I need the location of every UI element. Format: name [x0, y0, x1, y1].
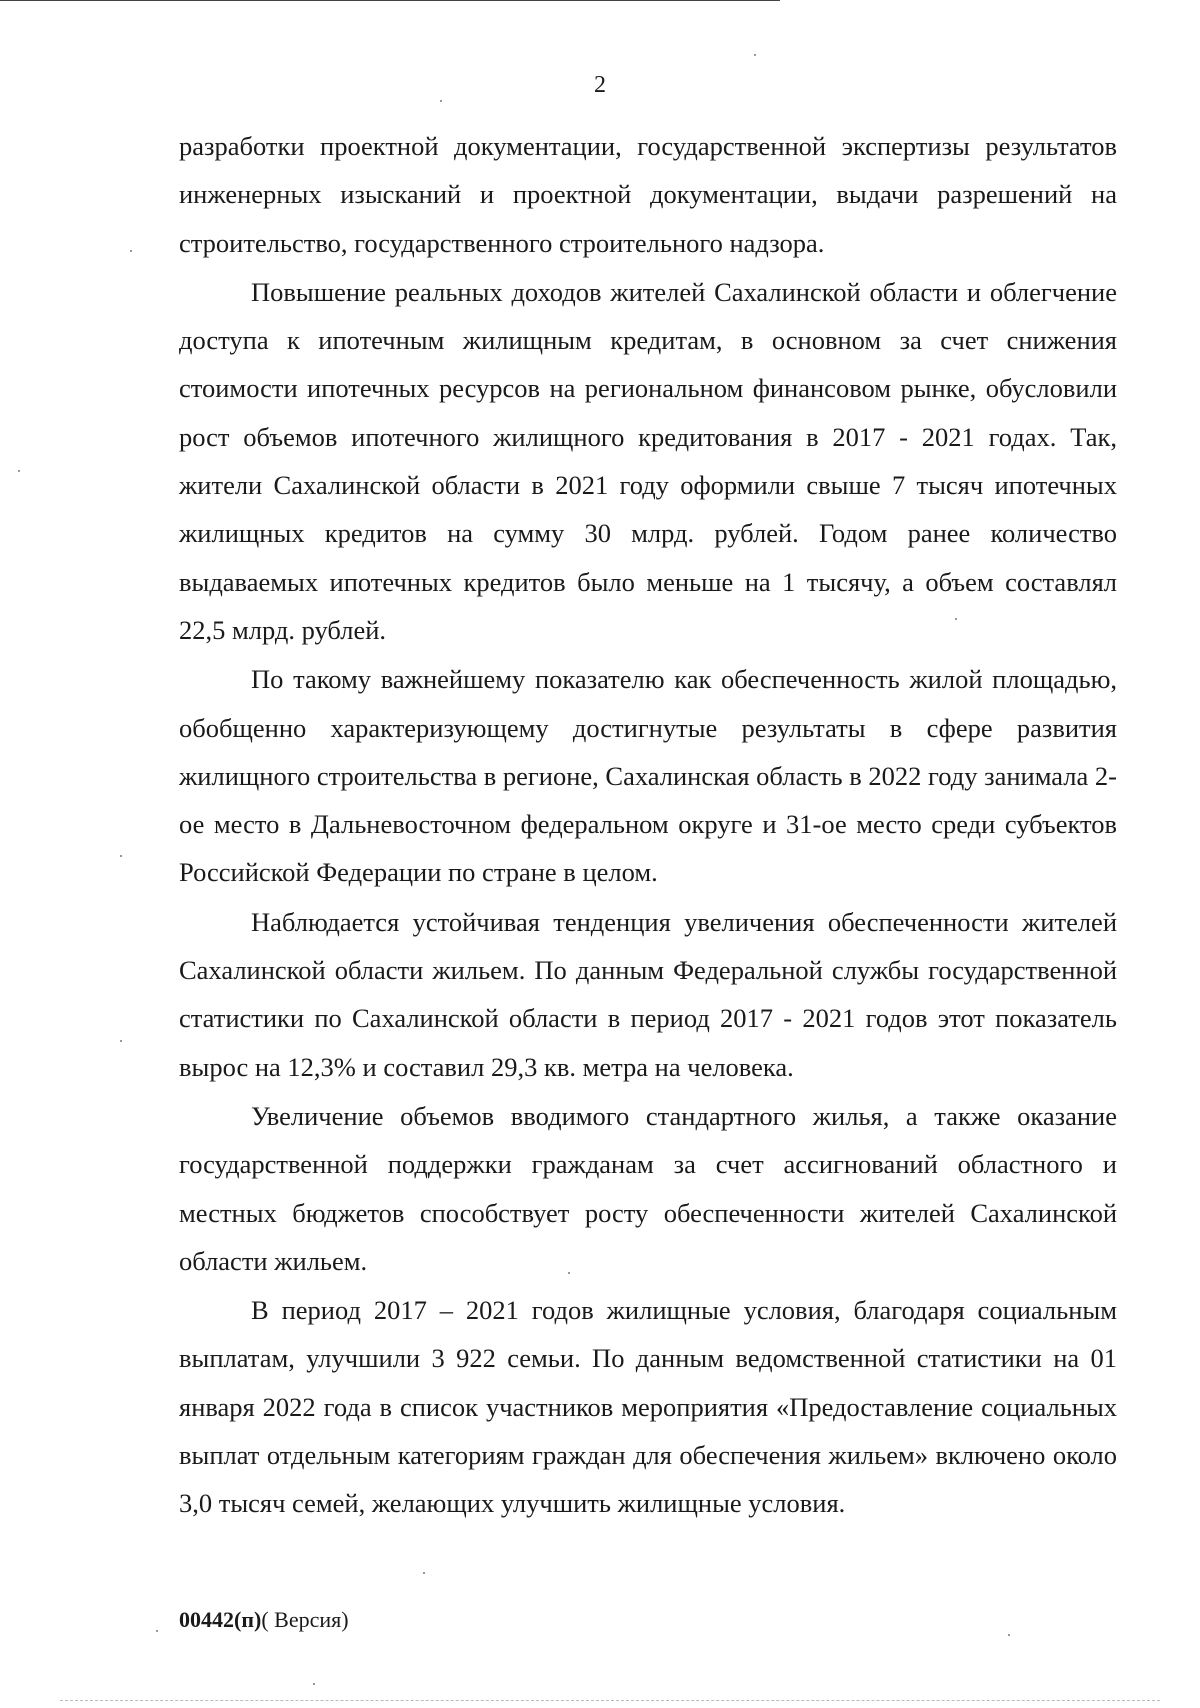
scan-speck [313, 1683, 315, 1685]
scan-speck [423, 1572, 425, 1574]
scan-bottom-edge [60, 1700, 1160, 1701]
document-footer [179, 1607, 349, 1633]
scan-speck [754, 54, 756, 56]
paragraph-housing-provision-rank: По такому важнейшему показателю как обеспеченность жилой площадью, обобщенно характеризующему достигнутые результаты в сфере развития жилищного строительства в регионе, Сахалинская область в 2022 году занимала 2-ое место в Дальневосточном федеральном округе и 31-ое место среди субъектов Российской Федерации по стране в целом. [179, 664, 1117, 888]
paragraph-standard-housing: Увеличение объемов вводимого стандартного жилья, а также оказание государственной поддержки гражданам за счет ассигнований областного и местных бюджетов способствует росту обеспеченности жителей Сахалинской области жильем. [179, 1100, 1117, 1276]
scan-speck [130, 250, 132, 252]
document-code: 00442(п) [179, 1607, 262, 1632]
scan-speck [440, 100, 442, 102]
paragraph-mortgage-lending: Повышение реальных доходов жителей Сахалинской области и облегчение доступа к ипотечным жилищным кредитам, в основном за счет снижения стоимости ипотечных ресурсов на региональном финансовом рынке, обусловили рост объемов ипотечного жилищного кредитования в 2017 - 2021 годах. Так, жители Сахалинской области в 2021 году оформили свыше 7 тысяч ипотечных жилищных кредитов на сумму 30 млрд. рублей. Годом ранее количество выдаваемых ипотечных кредитов было меньше на 1 тысячу, а объем составлял 22,5 млрд. рублей. [179, 276, 1117, 645]
paragraph-housing-trend: Наблюдается устойчивая тенденция увеличения обеспеченности жителей Сахалинской области жильем. По данным Федеральной службы государственной статистики по Сахалинской области в период 2017 - 2021 годов этот показатель вырос на 12,3% и составил 29,3 кв. метра на человека. [179, 906, 1117, 1082]
scan-speck [18, 470, 20, 472]
scan-speck [955, 618, 957, 620]
document-body [179, 122, 1117, 1529]
scan-speck [156, 1630, 158, 1632]
document-version: ( Версия) [261, 1607, 349, 1632]
page-number: 2 [594, 72, 606, 98]
scan-speck [120, 855, 122, 857]
paragraph-continuation: разработки проектной документации, государственной экспертизы результатов инженерных изысканий и проектной документации, выдачи разрешений на строительство, государственного строительного надзора. [179, 131, 1117, 258]
scan-speck [568, 1272, 570, 1274]
scan-top-edge [0, 0, 780, 1]
paragraph-social-payments: В период 2017 – 2021 годов жилищные условия, благодаря социальным выплатам, улучшили 3 922 семьи. По данным ведомственной статистики на 01 января 2022 года в список участников мероприятия «Предоставление социальных выплат отдельным категориям граждан для обеспечения жильем» включено около 3,0 тысяч семей, желающих улучшить жилищные условия. [179, 1295, 1117, 1519]
scan-speck [1008, 1634, 1010, 1636]
scan-speck [120, 1040, 122, 1042]
